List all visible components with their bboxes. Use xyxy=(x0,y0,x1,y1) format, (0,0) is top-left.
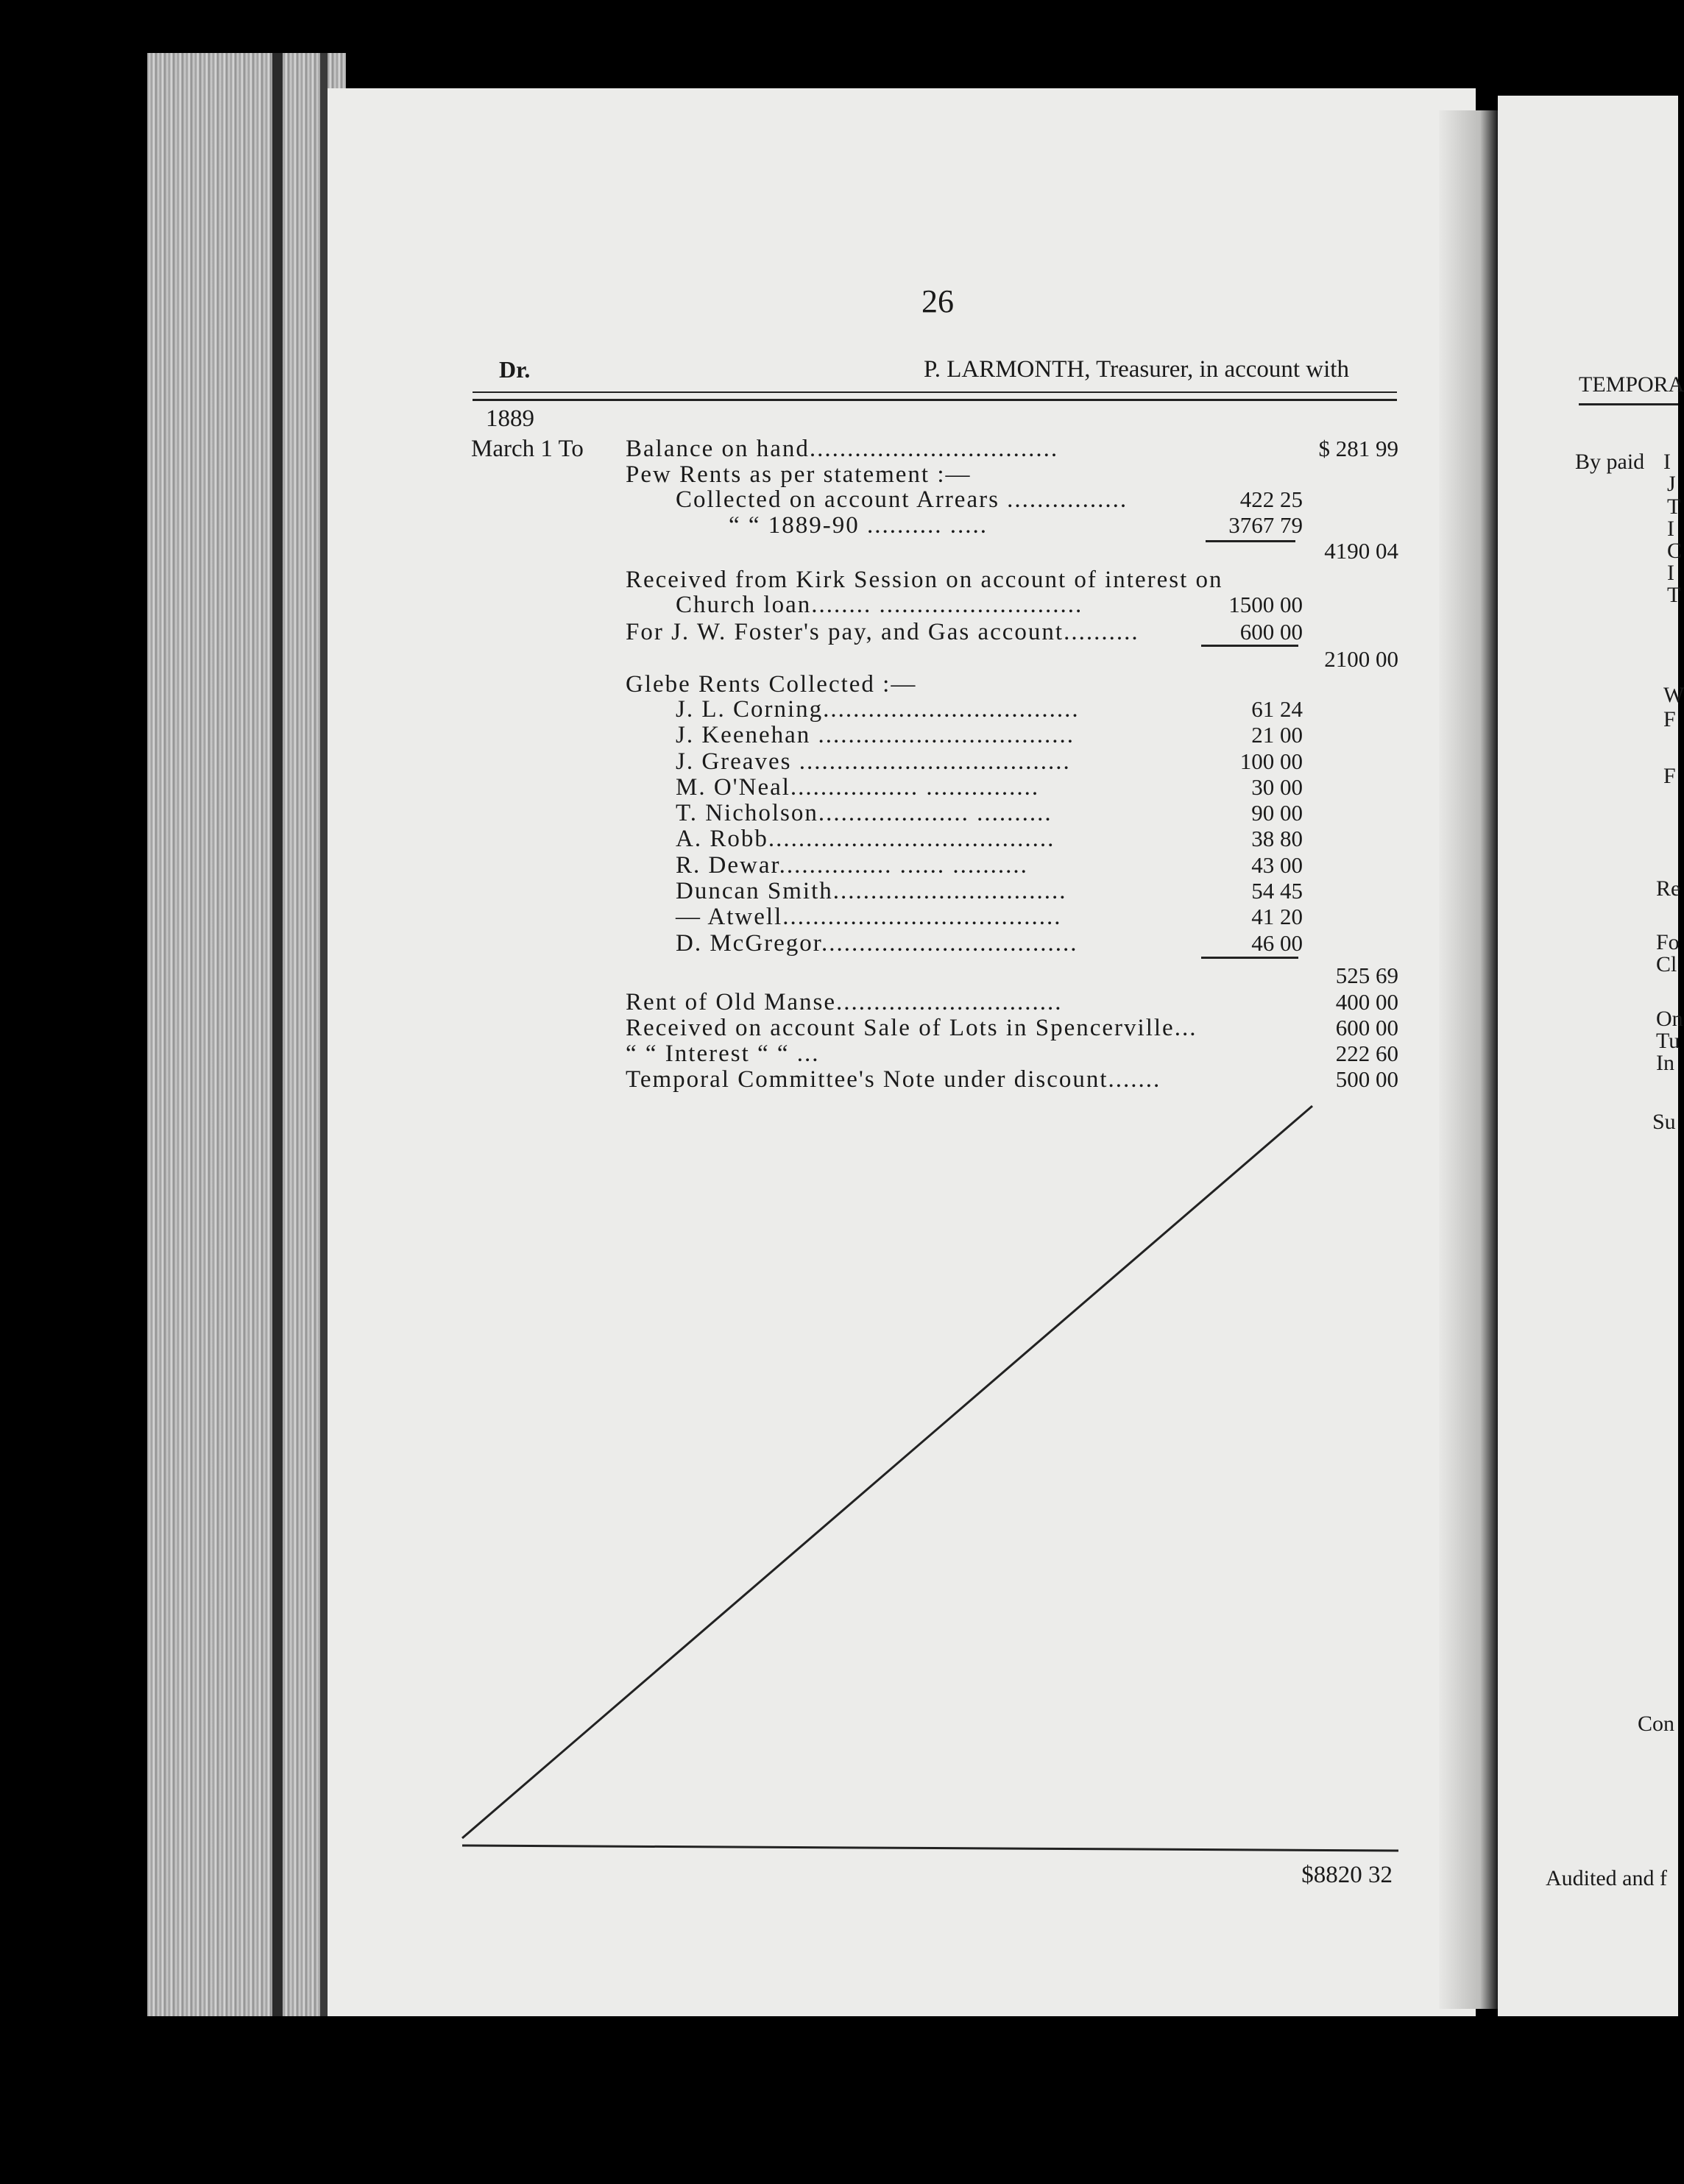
facing-fragment: W xyxy=(1663,683,1684,707)
ledger-entry-label: Pew Rents as per statement :— xyxy=(626,461,972,488)
ledger-entry-label: Rent of Old Manse.............................. xyxy=(626,989,1063,1015)
ledger-entry-label: J. L. Corning.................................. xyxy=(676,696,1080,723)
facing-fragment: Cl xyxy=(1656,952,1677,976)
ledger-subamount: 422 25 xyxy=(1239,486,1303,512)
ledger-entry-label: M. O'Neal................. ............... xyxy=(676,774,1040,801)
account-heading: P. LARMONTH, Treasurer, in account with xyxy=(924,356,1349,383)
ledger-subamount: 100 00 xyxy=(1239,748,1303,774)
facing-fragment: Su xyxy=(1652,1110,1676,1134)
facing-fragment: T xyxy=(1667,583,1681,607)
ledger-subamount: 41 20 xyxy=(1251,904,1303,929)
ledger-subamount: 3767 79 xyxy=(1228,512,1303,538)
ledger-amount: $ 281 99 xyxy=(1318,436,1398,461)
facing-audited: Audited and f xyxy=(1546,1866,1667,1890)
facing-fragment: Fo xyxy=(1656,930,1680,954)
ledger-entry-label: Glebe Rents Collected :— xyxy=(626,671,917,698)
facing-page: TEMPORA By paid I J T I C I T W F F Re Fo Cl On Tu In Su Con Audited and f xyxy=(1498,96,1678,2016)
ledger-subamount: 600 00 xyxy=(1239,619,1303,645)
facing-fragment: I xyxy=(1667,517,1674,541)
ledger-subamount: 30 00 xyxy=(1251,774,1303,800)
ledger-entry-label: “ “ Interest “ “ ... xyxy=(626,1040,820,1067)
ledger-subamount: 90 00 xyxy=(1251,800,1303,826)
facing-fragment: T xyxy=(1667,494,1681,519)
facing-fragment: F xyxy=(1663,707,1676,731)
ledger-subamount: 1500 00 xyxy=(1228,592,1303,617)
ledger-entry-label: Received from Kirk Session on account of interest on xyxy=(626,567,1223,593)
ledger-year: 1889 xyxy=(486,405,534,432)
ledger-entry-label: A. Robb...................................... xyxy=(676,826,1055,852)
ledger-subamount: 46 00 xyxy=(1251,930,1303,956)
ledger-subamount: 61 24 xyxy=(1251,696,1303,722)
ledger-entry-label: Collected on account Arrears ................ xyxy=(676,486,1128,513)
ledger-entry-label: — Atwell..................................... xyxy=(676,904,1062,930)
facing-by-paid: By paid xyxy=(1575,450,1645,474)
ledger-entry-label: J. Keenehan .................................. xyxy=(676,722,1075,748)
facing-fragment: In xyxy=(1656,1051,1674,1075)
facing-page-header: TEMPORA xyxy=(1579,372,1684,397)
ledger-entry-label: Received on account Sale of Lots in Spencerville... xyxy=(626,1015,1197,1041)
ledger-subamount: 21 00 xyxy=(1251,722,1303,748)
ledger-total: $8820 32 xyxy=(1301,1862,1393,1888)
facing-fragment: Con xyxy=(1638,1712,1675,1736)
ledger-amount: 525 69 xyxy=(1335,962,1398,988)
ledger-subamount: 54 45 xyxy=(1251,878,1303,904)
facing-fragment: Tu xyxy=(1656,1029,1680,1053)
ledger-amount: 400 00 xyxy=(1335,989,1398,1015)
ledger-subamount: 43 00 xyxy=(1251,852,1303,878)
ledger-entry-label: R. Dewar............... ...... .......... xyxy=(676,852,1028,879)
ledger-entry-label: Duncan Smith............................... xyxy=(676,878,1067,904)
debit-label: Dr. xyxy=(499,356,531,383)
ledger-amount: 4190 04 xyxy=(1324,538,1398,564)
facing-fragment: On xyxy=(1656,1007,1683,1031)
ledger-subamount: 38 80 xyxy=(1251,826,1303,851)
facing-fragment: F xyxy=(1663,764,1676,788)
ledger-entry-label: J. Greaves .................................... xyxy=(676,748,1071,775)
facing-fragment: J xyxy=(1667,472,1676,496)
ledger-entry-label: Temporal Committee's Note under discount....... xyxy=(626,1066,1161,1093)
ledger-amount: 600 00 xyxy=(1335,1015,1398,1040)
ledger-entry-label: “ “ 1889-90 .......... ..... xyxy=(729,512,988,539)
ledger-date: March 1 To xyxy=(471,436,584,462)
ledger-entry-label: T. Nicholson.................... .......... xyxy=(676,800,1052,826)
facing-fragment: Re xyxy=(1656,876,1681,901)
ledger-entry-label: Balance on hand................................. xyxy=(626,436,1059,462)
ledger-amount: 222 60 xyxy=(1335,1040,1398,1066)
page-number: 26 xyxy=(921,283,954,319)
facing-fragment: C xyxy=(1667,539,1683,563)
ledger-entry-label: D. McGregor.................................. xyxy=(676,930,1078,957)
ledger-amount: 2100 00 xyxy=(1324,646,1398,672)
ledger-amount: 500 00 xyxy=(1335,1066,1398,1092)
ledger-entry-label: For J. W. Foster's pay, and Gas account.......... xyxy=(626,619,1139,645)
facing-fragment: I xyxy=(1667,561,1674,585)
ledger-entry-label: Church loan........ ........................... xyxy=(676,592,1083,618)
